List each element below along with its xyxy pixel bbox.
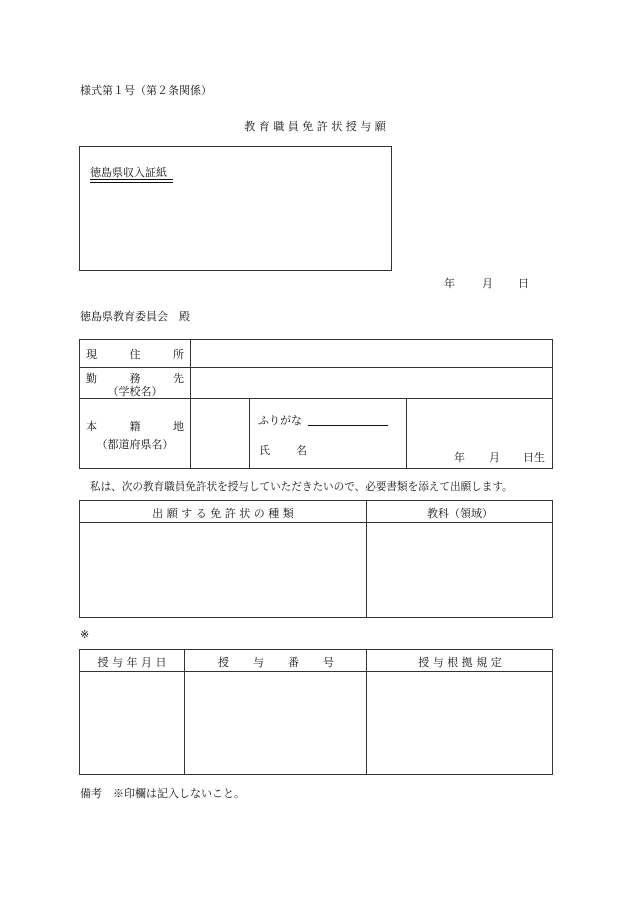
grant-number-field[interactable] [186, 673, 364, 773]
grant-basis-field[interactable] [368, 673, 551, 773]
col-divider [249, 398, 250, 469]
license-type-header: 出 願 す る 免 許 状 の 種 類 [152, 507, 294, 520]
subject-field[interactable] [368, 524, 551, 616]
furigana-label: ふりがな [258, 414, 302, 427]
domicile-field[interactable] [192, 400, 247, 467]
label-workplace-sub: （学校名） [107, 385, 163, 398]
subject-header: 教科（領域） [427, 507, 493, 520]
grant-header-divider [79, 671, 553, 672]
form-number: 様式第１号（第２条関係） [80, 84, 212, 97]
row-divider [79, 367, 553, 368]
label-domicile: 本 籍 地 [86, 420, 184, 433]
col-divider [406, 398, 407, 469]
form-title: 教 育 職 員 免 許 状 授 与 願 [244, 120, 386, 133]
birth-year: 年 [454, 451, 465, 464]
label-domicile-sub: （都道府県名） [96, 438, 174, 451]
date-day: 日 [518, 277, 529, 290]
birth-month: 月 [489, 451, 500, 464]
name-label-1: 氏 [259, 444, 270, 457]
revenue-stamp-box [79, 146, 392, 271]
furigana-underline[interactable] [308, 425, 388, 426]
grant-date-header: 授 与 年 月 日 [97, 656, 167, 669]
date-year: 年 [444, 277, 455, 290]
label-address: 現 住 所 [86, 348, 184, 361]
stamp-label-underline-2 [90, 182, 173, 183]
license-header-divider [79, 522, 553, 523]
revenue-stamp-label: 徳島県収入証紙 [90, 166, 167, 179]
date-month: 月 [482, 277, 493, 290]
remarks: 備考 ※印欄は記入しないこと。 [80, 787, 245, 800]
license-type-field[interactable] [81, 524, 364, 616]
address-field[interactable] [192, 341, 552, 365]
col-divider [190, 339, 191, 469]
grant-number-header: 授 与 番 号 [218, 656, 334, 669]
stamp-label-underline [90, 179, 173, 180]
workplace-field[interactable] [192, 369, 552, 396]
grant-col-divider [184, 649, 185, 775]
label-workplace: 勤 務 先 [86, 372, 184, 385]
name-label-2: 名 [296, 444, 307, 457]
birth-day: 日生 [523, 451, 545, 464]
office-use-mark: ※ [80, 628, 90, 641]
application-statement: 私は、次の教育職員免許状を授与していただきたいので、必要書類を添えて出願します。 [90, 481, 513, 493]
grant-basis-header: 授 与 根 拠 規 定 [418, 656, 502, 669]
grant-date-field[interactable] [81, 673, 182, 773]
addressee: 徳島県教育委員会 殿 [80, 310, 190, 323]
